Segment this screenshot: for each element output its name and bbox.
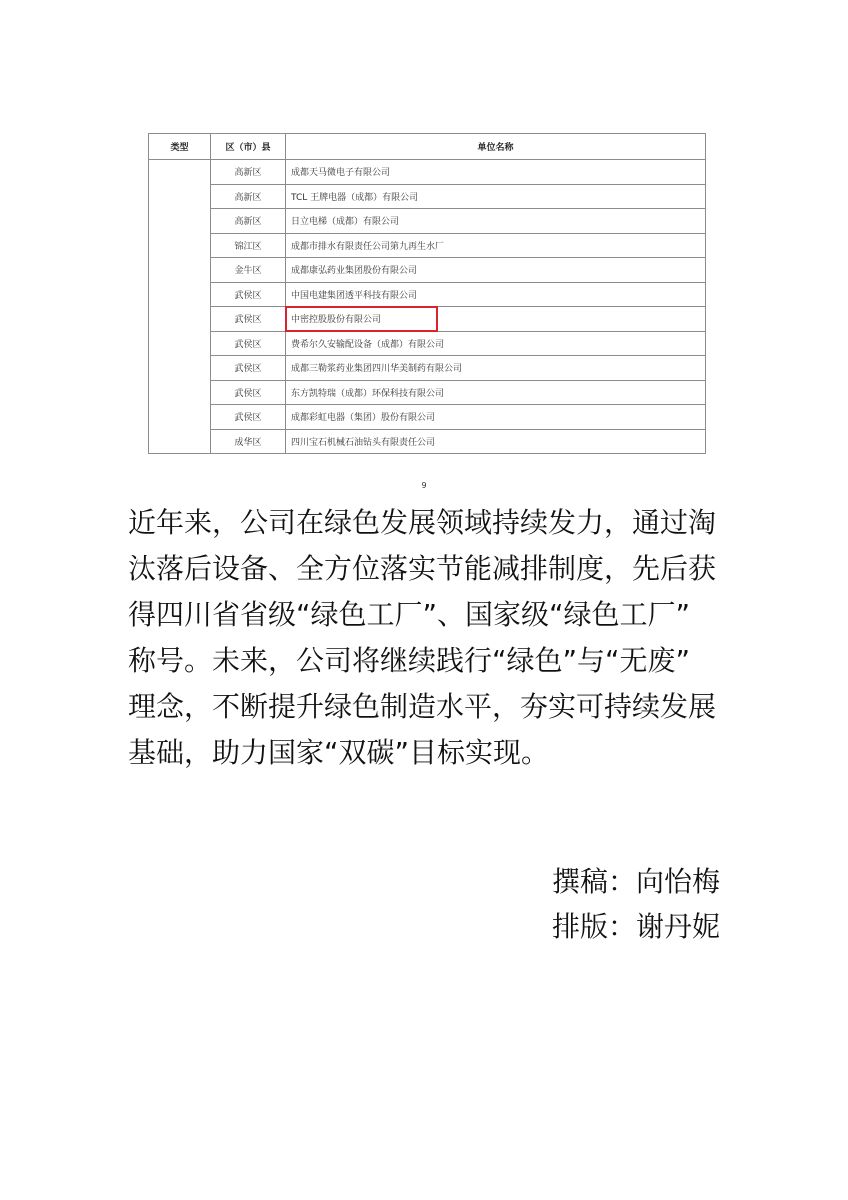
company-table: [148, 133, 706, 454]
unit-name-cell: 东方凯特瑞（成都）环保科技有限公司: [286, 380, 706, 405]
paragraph-line: 称号。未来，公司将继续践行“绿色”与“无废”: [128, 644, 691, 677]
unit-name-cell: 日立电梯（成都）有限公司: [286, 209, 706, 234]
body-paragraph: [128, 500, 728, 776]
table-row: [149, 184, 706, 209]
district-cell: 成华区: [211, 429, 286, 454]
district-cell: 高新区: [211, 160, 286, 185]
district-cell: 武侯区: [211, 356, 286, 381]
table-row: [149, 282, 706, 307]
table-row: [149, 331, 706, 356]
table-row: [149, 209, 706, 234]
header-unit-name: 单位名称: [286, 134, 706, 160]
header-type: 类型: [149, 134, 211, 160]
district-cell: 高新区: [211, 184, 286, 209]
district-cell: 武侯区: [211, 307, 286, 332]
table-row: [149, 380, 706, 405]
paragraph-line: 近年来，公司在绿色发展领域持续发力，通过淘: [128, 506, 717, 539]
table-row: [149, 356, 706, 381]
type-cell: [149, 160, 211, 454]
unit-name-cell: TCL 王牌电器（成都）有限公司: [286, 184, 706, 209]
unit-name-cell: 费希尔久安输配设备（成都）有限公司: [286, 331, 706, 356]
district-cell: 武侯区: [211, 380, 286, 405]
author-credit: 撰稿：向怡梅: [551, 865, 720, 898]
district-cell: 武侯区: [211, 405, 286, 430]
table-row: [149, 405, 706, 430]
unit-name-cell: 四川宝石机械石油钻头有限责任公司: [286, 429, 706, 454]
table-row: [149, 258, 706, 283]
paragraph-line: 汰落后设备、全方位落实节能减排制度，先后获: [128, 552, 717, 585]
highlight-box: [285, 306, 438, 332]
unit-name-cell: 成都三勒浆药业集团四川华美制药有限公司: [286, 356, 706, 381]
unit-name-cell: 成都天马微电子有限公司: [286, 160, 706, 185]
district-cell: 高新区: [211, 209, 286, 234]
district-cell: 武侯区: [211, 331, 286, 356]
table-row: [149, 429, 706, 454]
header-district: 区（市）县: [211, 134, 286, 160]
district-cell: 金牛区: [211, 258, 286, 283]
table-row: [149, 233, 706, 258]
unit-name-cell-highlighted: 中密控股股份有限公司: [286, 307, 706, 332]
table-header-row: [149, 134, 706, 160]
paragraph-line: 基础，助力国家“双碳”目标实现。: [128, 736, 550, 769]
page-number: 9: [421, 481, 427, 490]
unit-name-cell: 成都彩虹电器（集团）股份有限公司: [286, 405, 706, 430]
unit-name-cell: 中国电建集团透平科技有限公司: [286, 282, 706, 307]
district-cell: 武侯区: [211, 282, 286, 307]
layout-credit: 排版：谢丹妮: [551, 910, 720, 943]
district-cell: 锦江区: [211, 233, 286, 258]
table-row: [149, 160, 706, 185]
unit-name-cell: 成都康弘药业集团股份有限公司: [286, 258, 706, 283]
paragraph-line: 得四川省省级“绿色工厂”、国家级“绿色工厂”: [128, 598, 691, 631]
unit-name-cell: 成都市排水有限责任公司第九再生水厂: [286, 233, 706, 258]
paragraph-line: 理念，不断提升绿色制造水平，夯实可持续发展: [128, 690, 717, 723]
